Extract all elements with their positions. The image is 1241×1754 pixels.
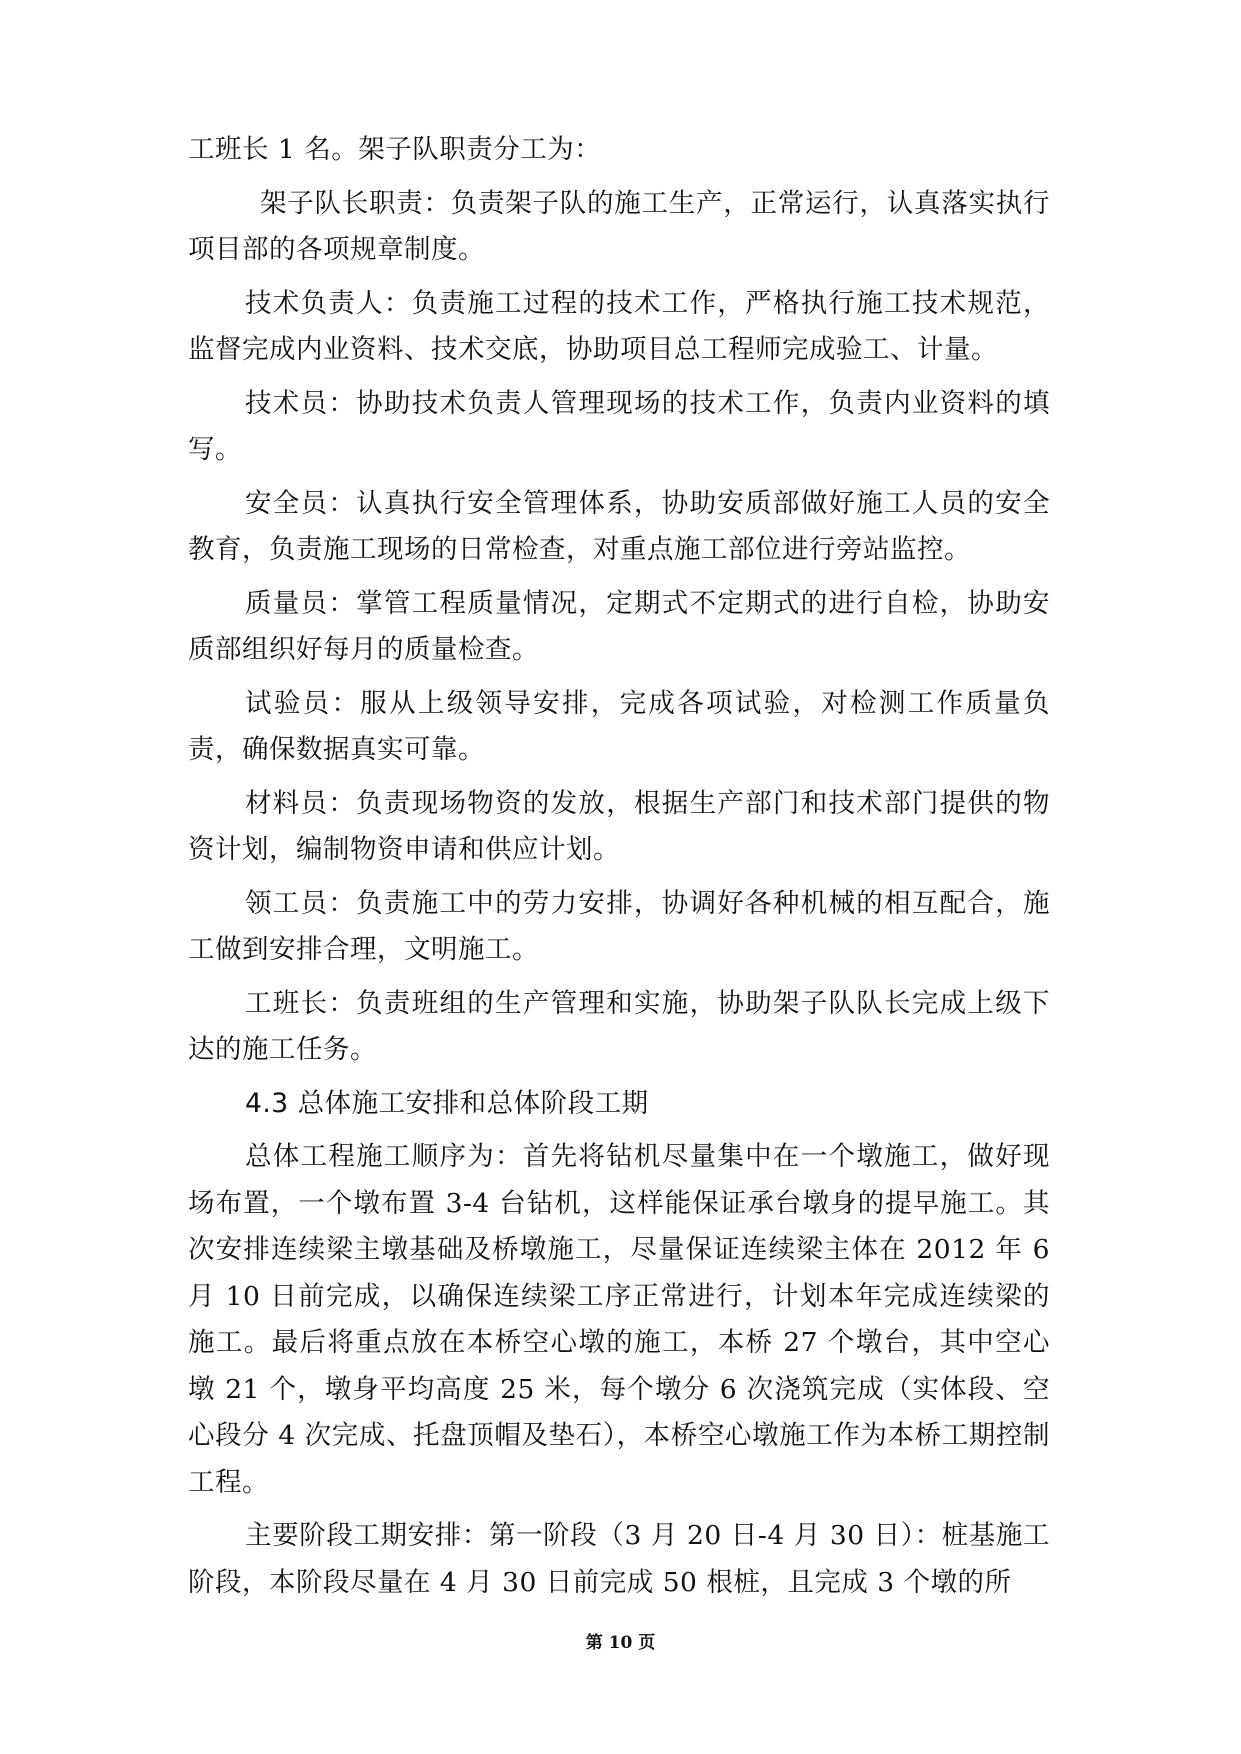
paragraph-technician-duty: 技术员：协助技术负责人管理现场的技术工作，负责内业资料的填写。 <box>188 387 1050 465</box>
paragraph-construction-sequence: 总体工程施工顺序为：首先将钻机尽量集中在一个墩施工，做好现场布置，一个墩布置 3-4 台钻机，这样能保证承台墩身的提早施工。其次安排连续梁主墩基础及桥墩施工，尽量保证连续梁主体在 2012 年 6 月 10 日前完成，以确保连续梁工序正常进行，计划本年完成连续梁的施工。最后将重点放在本桥空心墩的施工，本桥 27 个墩台，其中空心墩 21 个，墩身平均高度 25 米，每个墩分 6 次浇筑完成（实体段、空心段分 4 次完成、托盘顶帽及垫石），本桥空心墩施工作为本桥工期控制工程。 <box>188 1141 1050 1498</box>
paragraph-quality-officer-duty: 质量员：掌管工程质量情况，定期式不定期式的进行自检，协助安质部组织好每月的质量检查。 <box>188 587 1050 665</box>
document-body <box>188 127 1050 1613</box>
paragraph-foreman-duty: 领工员：负责施工中的劳力安排，协调好各种机械的相互配合，施工做到安排合理，文明施工。 <box>188 887 1050 965</box>
paragraph-team-leader-duty: 架子队长职责：负责架子队的施工生产，正常运行，认真落实执行项目部的各项规章制度。 <box>188 187 1050 265</box>
paragraph-technical-lead-duty: 技术负责人：负责施工过程的技术工作，严格执行施工技术规范，监督完成内业资料、技术交底，协助项目总工程师完成验工、计量。 <box>188 287 1050 365</box>
paragraph-shift-leader-duty: 工班长：负责班组的生产管理和实施，协助架子队队长完成上级下达的施工任务。 <box>188 987 1050 1065</box>
paragraph-safety-officer-duty: 安全员：认真执行安全管理体系，协助安质部做好施工人员的安全教育，负责施工现场的日常检查，对重点施工部位进行旁站监控。 <box>188 487 1050 565</box>
paragraph-continued: 工班长 1 名。架子队职责分工为： <box>188 134 602 165</box>
section-heading: 4.3 总体施工安排和总体阶段工期 <box>245 1087 649 1119</box>
paragraph-materials-officer-duty: 材料员：负责现场物资的发放，根据生产部门和技术部门提供的物资计划，编制物资申请和供应计划。 <box>188 787 1050 865</box>
paragraph-stage-schedule: 主要阶段工期安排：第一阶段（3 月 20 日-4 月 30 日）：桩基施工阶段，本阶段尽量在 4 月 30 日前完成 50 根桩，且完成 3 个墩的所 <box>188 1520 1050 1598</box>
paragraph-tester-duty: 试验员：服从上级领导安排，完成各项试验，对检测工作质量负责，确保数据真实可靠。 <box>188 687 1050 765</box>
page-number: 第 10 页 <box>585 1633 656 1653</box>
